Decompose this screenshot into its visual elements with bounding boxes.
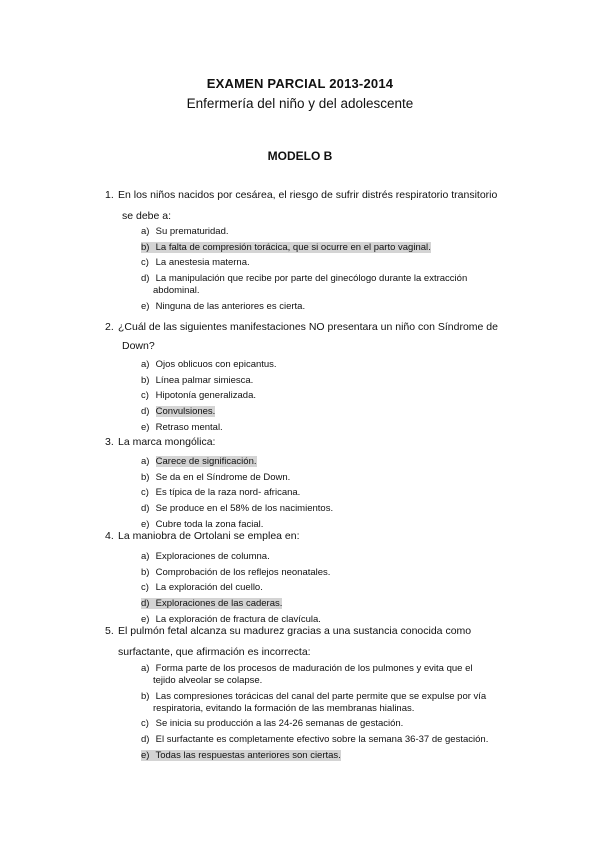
question-4 <box>105 527 518 546</box>
question-5-options <box>141 663 511 765</box>
option-text: Ninguna de las anteriores es cierta. <box>155 300 306 312</box>
option-text: La manipulación que recibe por parte del ginecólogo durante la extracción <box>155 273 468 285</box>
option-d <box>141 503 511 515</box>
option-label: d) <box>141 734 150 746</box>
option-b <box>141 567 511 579</box>
option-a <box>141 359 511 371</box>
question-number: 4. <box>105 530 114 542</box>
highlighted-answer <box>141 598 282 609</box>
option-text: Todas las respuestas anteriores son ciertas. <box>155 749 341 761</box>
question-2-options <box>141 359 511 437</box>
question-4-options <box>141 551 511 629</box>
option-c <box>141 582 511 594</box>
option-label: b) <box>141 690 150 702</box>
highlighted-answer <box>141 750 341 761</box>
option-label: e) <box>141 300 150 312</box>
option-label: b) <box>141 241 150 253</box>
option-text: Cubre toda la zona facial. <box>155 518 264 530</box>
option-label: b) <box>141 374 150 386</box>
option-b <box>141 375 511 387</box>
option-a <box>141 456 511 468</box>
option-text: La exploración de fractura de clavícula. <box>155 613 321 625</box>
option-text: Es típica de la raza nord- africana. <box>155 487 301 499</box>
option-c <box>141 257 511 269</box>
question-text: En los niños nacidos por cesárea, el riesgo de sufrir distrés respiratorio transitorio <box>118 189 498 201</box>
option-label: c) <box>141 582 149 594</box>
option-label: a) <box>141 551 150 562</box>
option-text: Línea palmar simiesca. <box>155 374 254 386</box>
question-text: La marca mongólica: <box>118 436 216 448</box>
option-d <box>141 273 511 297</box>
option-text: Comprobación de los reflejos neonatales. <box>155 566 331 578</box>
option-b <box>141 691 511 715</box>
question-text-cont: se debe a: <box>122 210 172 222</box>
option-label: a) <box>141 359 150 370</box>
option-label: b) <box>141 471 150 483</box>
option-label: e) <box>141 749 150 761</box>
option-text: Las compresiones torácicas del canal del parte permite que se expulse por vía <box>155 690 487 702</box>
question-text: El pulmón fetal alcanza su madurez gracias a una sustancia conocida como <box>118 625 472 637</box>
option-label: a) <box>141 663 150 674</box>
question-text-cont: surfactante, que afirmación es incorrecta: <box>118 646 311 658</box>
option-d <box>141 406 511 418</box>
question-number: 1. <box>105 189 114 201</box>
question-3-options <box>141 456 511 534</box>
question-number: 5. <box>105 625 114 637</box>
option-label: b) <box>141 566 150 578</box>
option-a <box>141 551 511 563</box>
option-text: El surfactante es completamente efectivo sobre la semana 36-37 de gestación. <box>155 734 489 746</box>
option-label: c) <box>141 257 149 269</box>
option-label: e) <box>141 613 150 625</box>
option-text: Se da en el Síndrome de Down. <box>155 471 291 483</box>
option-d <box>141 598 511 610</box>
option-label: d) <box>141 598 150 610</box>
question-1-options <box>141 226 511 316</box>
option-label: a) <box>141 456 150 467</box>
option-text: La anestesia materna. <box>155 257 250 269</box>
option-b <box>141 242 511 254</box>
option-label: e) <box>141 421 150 433</box>
option-label: c) <box>141 390 149 402</box>
question-number: 3. <box>105 436 114 448</box>
question-text-cont: Down? <box>122 340 155 352</box>
exam-model: MODELO B <box>267 149 333 163</box>
option-label: d) <box>141 503 150 515</box>
option-text: Se inicia su producción a las 24-26 semanas de gestación. <box>155 718 404 730</box>
exam-subtitle: Enfermería del niño y del adolescente <box>186 96 414 111</box>
option-text: Hipotonía generalizada. <box>155 390 256 402</box>
question-number: 2. <box>105 321 114 333</box>
option-text: Se produce en el 58% de los nacimientos. <box>155 503 334 515</box>
option-text: La falta de compresión torácica, que si ocurre en el parto vaginal. <box>155 241 431 253</box>
option-text-cont: tejido alveolar se colapse. <box>153 675 263 686</box>
option-text: La exploración del cuello. <box>155 582 263 594</box>
option-e <box>141 422 511 434</box>
option-label: d) <box>141 406 150 418</box>
option-label: c) <box>141 487 149 499</box>
question-2 <box>105 318 518 356</box>
option-c <box>141 718 511 730</box>
question-text: La maniobra de Ortolani se emplea en: <box>118 530 300 542</box>
question-1 <box>105 186 518 226</box>
option-b <box>141 472 511 484</box>
question-5 <box>105 622 518 662</box>
option-text: Forma parte de los procesos de maduración de los pulmones y evita que el <box>155 663 473 674</box>
option-c <box>141 390 511 402</box>
question-3 <box>105 433 518 452</box>
option-c <box>141 487 511 499</box>
option-e <box>141 301 511 313</box>
option-text: Retraso mental. <box>155 421 223 433</box>
option-text: Ojos oblicuos con epicantus. <box>155 359 277 370</box>
option-a <box>141 226 511 238</box>
option-label: a) <box>141 226 150 237</box>
option-a <box>141 663 511 687</box>
option-label: e) <box>141 518 150 530</box>
exam-title: EXAMEN PARCIAL 2013-2014 <box>206 76 394 91</box>
option-label: c) <box>141 718 149 730</box>
option-text-cont: respiratoria, evitando la formación de las membranas hialinas. <box>153 702 415 714</box>
highlighted-answer <box>141 242 431 253</box>
option-text: Su prematuridad. <box>155 226 229 237</box>
option-text-cont: abdominal. <box>153 285 200 297</box>
option-d <box>141 734 511 746</box>
option-label: d) <box>141 273 150 285</box>
highlighted-answer: Convulsiones. <box>155 406 216 418</box>
highlighted-answer: Carece de significación. <box>155 456 257 467</box>
option-text: Exploraciones de las caderas. <box>155 598 283 610</box>
option-e <box>141 750 511 762</box>
option-text: Exploraciones de columna. <box>155 551 270 562</box>
question-text: ¿Cuál de las siguientes manifestaciones NO presentara un niño con Síndrome de <box>118 321 498 333</box>
